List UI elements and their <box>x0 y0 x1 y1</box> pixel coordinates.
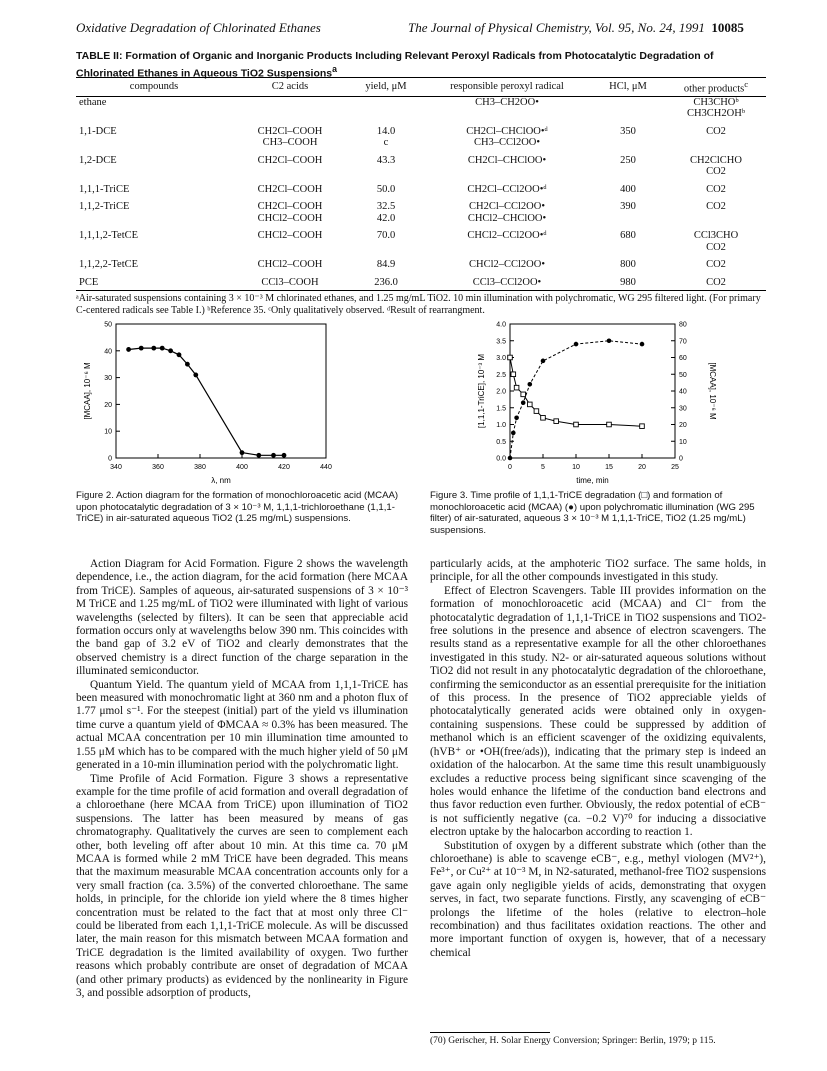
x-tick-label: 5 <box>541 464 545 471</box>
figure-2-caption: Figure 2. Action diagram for the formation of monochloroacetic acid (MCAA) upon photocatalytic degradation of 3 × 10⁻³ M, 1,1,1-trichloroethane (1,1,1-TriCE) in air-saturated aqueous TiO2 (1.25 mg/mL) suspensions. <box>76 490 399 524</box>
left-column <box>76 558 408 1000</box>
cell-line: CO2 <box>706 183 726 195</box>
cell-other <box>666 178 766 196</box>
cell-acids <box>232 224 348 253</box>
x-tick-label: 440 <box>320 464 332 471</box>
cell-line: 14.0 <box>376 125 396 137</box>
y-axis-label: [MCAA], 10⁻⁶ M <box>83 362 92 420</box>
data-point <box>271 453 276 458</box>
mcaa-curve <box>510 341 642 458</box>
x-tick-label: 420 <box>278 464 290 471</box>
cell-radical <box>424 271 590 291</box>
cell-hcl: 350 <box>620 125 636 137</box>
cell-other <box>666 224 766 253</box>
cell-line: CH2Cl–COOH <box>257 154 323 166</box>
trice-point <box>514 385 519 390</box>
cell-radical <box>424 96 590 120</box>
y-tick-label: 10 <box>104 428 112 436</box>
mcaa-point <box>607 338 612 343</box>
cell-hcl <box>590 96 666 120</box>
table-row <box>76 224 766 253</box>
mcaa-point <box>521 400 526 405</box>
cell-hcl: 390 <box>620 201 636 212</box>
running-head-journal: The Journal of Physical Chemistry, Vol. 95, No. 24, 1991 10085 <box>408 20 744 35</box>
cell-line: CO2 <box>706 276 726 288</box>
x-tick-label: 15 <box>605 464 613 471</box>
trice-point <box>534 409 539 414</box>
cell-line: CCl3–COOH <box>261 276 319 288</box>
cell-compound: ethane <box>79 96 107 108</box>
y-right-tick-label: 40 <box>679 388 687 396</box>
cell-line: CO2 <box>706 259 726 270</box>
y-tick-label: 0 <box>108 455 112 463</box>
table-row <box>76 178 766 196</box>
cell-acids <box>232 271 348 291</box>
y-right-tick-label: 20 <box>679 422 687 429</box>
cell-line: CO2 <box>706 125 726 137</box>
cell-line: CHCl2–CCl2OO• <box>468 259 546 270</box>
cell-line: 50.0 <box>376 183 396 195</box>
y-right-tick-label: 30 <box>679 405 687 413</box>
y-left-tick-label: 0.0 <box>496 455 506 463</box>
y-right-tick-label: 70 <box>679 338 687 346</box>
cell-other <box>666 120 766 149</box>
reference-70: (70) Gerischer, H. Solar Energy Conversion; Springer: Berlin, 1979; p 115. <box>430 1036 716 1046</box>
cell-other <box>666 271 766 291</box>
cell-other <box>666 149 766 178</box>
y-tick-label: 20 <box>104 401 112 409</box>
y-right-axis-label: [MCAA], 10⁻⁶ M <box>708 362 717 420</box>
x-tick-label: 360 <box>152 464 164 471</box>
cell-yield <box>348 253 424 271</box>
figure-2-chart <box>76 318 376 488</box>
table-row <box>76 120 766 149</box>
table-row <box>76 96 766 120</box>
cell-line: 42.0 <box>376 212 396 224</box>
x-tick-label: 380 <box>194 464 206 471</box>
cell-yield <box>348 224 424 253</box>
table-row <box>76 253 766 271</box>
cell-compound: PCE <box>76 271 232 291</box>
cell-line: CHCl2–COOH <box>257 259 323 270</box>
y-left-tick-label: 0.5 <box>496 438 506 446</box>
data-point <box>151 346 156 351</box>
trice-point <box>528 402 533 407</box>
trice-point <box>541 416 546 421</box>
cell-acids <box>232 178 348 196</box>
y-left-tick-label: 3.5 <box>496 338 506 346</box>
cell-compound: 1,1,1-TriCE <box>79 183 130 195</box>
paragraph: Quantum Yield. The quantum yield of MCAA from 1,1,1-TriCE has been measured with monochromatic light at 360 nm and a photon flux of 1.77 μmol s⁻¹. For the steepest (initial) part of the yield vs illumination time curve a quantum yield of ΦMCAA ≈ 0.3% has been measured. The actual MCAA concentration per 10 min illumination time amounted to 1.55 μM which has to be compared with the much higher yield of 50 μM generated in a 10-min illumination period with the polychromatic light. <box>76 678 408 772</box>
y-tick-label: 40 <box>104 348 112 356</box>
reference-rule <box>430 1032 550 1033</box>
cell-acids <box>232 96 348 120</box>
cell-compound: 1,1,2,2-TetCE <box>79 259 139 270</box>
x-tick-label: 400 <box>236 464 248 471</box>
cell-line: CH2Cl–CHClOO• <box>467 154 547 166</box>
data-point <box>126 347 131 352</box>
cell-line: CO2 <box>706 166 726 177</box>
y-right-tick-label: 0 <box>679 455 683 463</box>
cell-line: CH3–COOH <box>262 137 318 148</box>
cell-line: 43.3 <box>376 154 396 166</box>
data-point <box>256 453 261 458</box>
trice-point <box>521 392 526 397</box>
col-radical: responsible peroxyl radical <box>424 78 590 97</box>
mcaa-point <box>640 342 645 347</box>
trice-curve <box>510 358 642 427</box>
right-column <box>430 558 766 960</box>
plot-frame <box>510 324 675 458</box>
cell-acids <box>232 120 348 149</box>
data-point <box>160 346 165 351</box>
mcaa-point <box>574 342 579 347</box>
cell-hcl: 400 <box>620 183 636 195</box>
cell-yield <box>348 271 424 291</box>
cell-yield <box>348 195 424 224</box>
cell-radical <box>424 178 590 196</box>
cell-compound: 1,1,2-TriCE <box>79 201 130 212</box>
y-tick-label: 30 <box>104 375 112 383</box>
paragraph: Action Diagram for Acid Formation. Figure 2 shows the wavelength dependence, i.e., the action diagram, for the acid formation (here MCAA from TriCE). Samples of aqueous, air-saturated suspensions of 3 × 10⁻³ M TriCE and 1.25 mg/mL of TiO2 were illuminated with light of various wavelengths (selected by filters). It can be seen that appreciable acid formation occurs only at wavelengths below 390 nm. This coincides with the band gap of 3.2 eV of TiO2 and clearly demonstrates that the observed chemistry is a direct function of the charge separation in the illuminated semiconductor. <box>76 558 408 678</box>
y-tick-label: 50 <box>104 321 112 329</box>
cell-hcl: 800 <box>620 259 636 270</box>
x-axis-label: λ, nm <box>211 476 231 485</box>
cell-line: 70.0 <box>376 230 396 241</box>
y-right-tick-label: 80 <box>679 321 687 329</box>
x-tick-label: 0 <box>508 464 512 471</box>
y-left-tick-label: 1.0 <box>496 422 506 429</box>
cell-radical <box>424 224 590 253</box>
col-compounds: compounds <box>76 78 232 97</box>
data-point <box>168 348 173 353</box>
cell-line: CHCl2–COOH <box>257 230 323 241</box>
trice-point <box>640 424 645 429</box>
cell-line: CH2Cl–COOH <box>257 183 323 195</box>
y-left-tick-label: 4.0 <box>496 321 506 329</box>
data-point <box>240 450 245 455</box>
trice-point <box>554 419 559 424</box>
cell-line: 84.9 <box>376 259 396 270</box>
x-tick-label: 340 <box>110 464 122 471</box>
cell-line: CH3–CCl2OO• <box>473 137 541 148</box>
table-header-row <box>76 78 766 97</box>
y-left-axis-label: [1,1,1-TriCE], 10⁻³ M <box>477 353 486 429</box>
trice-point <box>508 355 513 360</box>
table-row <box>76 149 766 178</box>
paragraph: Effect of Electron Scavengers. Table III provides information on the formation of monochloroacetic acid (MCAA) and Cl⁻ from the photocatalytic degradation of 1,1,1-TriCE in TiO2 suspensions and TiO2-free solutions in the presence and absence of electron scavengers. The results stand as a representative example for all the other chloroethanes investigated in this study. N2- or air-saturated aqueous solutions without TiO2 did not result in any photocatalytic degradation of the chloroethane, confirming the semiconductor as an essential prerequisite for the initiation of this process. In the presence of TiO2 appreciable yields of photocatalytically generated acids were obtained only in oxygen-containing suspensions. These could be suppressed by addition of methanol which is an efficient scavenger of the oxidizing equivalents, (hVB⁺ or •OH(free/ads)), indicating that the primary step is indeed an oxidation of the halocarbon. At the same time this result unambiguously excludes a reductive process being significant since scavenging of the holes would enhance the lifetime of the conduction band electrons and thus favor reduction even further. Obviously, the redox potential of eCB⁻ is not sufficiently negative (ca. −0.2 V)⁷⁰ for inducing a dissociative electron uptake by the halocarbon according to reaction 1. <box>430 584 766 839</box>
cell-line: 32.5 <box>376 201 396 212</box>
cell-line: CO2 <box>706 201 726 212</box>
cell-line: CH2Cl–CCl2OO• <box>468 201 546 212</box>
cell-radical <box>424 120 590 149</box>
cell-acids <box>232 149 348 178</box>
paragraph: Substitution of oxygen by a different substrate which (other than the chloroethane) is able to scavenge eCB⁻, e.g., methyl viologen (MV²⁺), Fe³⁺, or Cu²⁺ at 10⁻³ M, in N2-saturated, methanol-free TiO2 suspensions gave again only negligible yields of acids, demonstrating that oxygen serves, in fact, two separate functions. Firstly, any scavenging of eCB⁻ prolongs the lifetime of the holes (relative to electron–hole recombination) and thus facilitates oxidation reactions. The other and more important function of oxygen is, however, that of a necessary chemical <box>430 839 766 959</box>
cell-compound: 1,2-DCE <box>79 154 117 166</box>
paragraph: Time Profile of Acid Formation. Figure 3 shows a representative example for the time profile of acid formation and overall degradation of a chloroethane (here MCAA from TriCE) upon illumination of TiO2 suspensions. The latter has been measured by means of gas chromatography. Qualitatively the curves are seen to complement each other, both leveling off after about 10 min. At this time ca. 70 μM MCAA is formed while 2 mM TriCE have been degraded. This means that the maximum measurable MCAA concentration accounts only for a very small fraction (ca. 3.5%) of the converted chloroethane. The same holds, in principle, for the chloride ion yield where the 8 times higher concentration must be related to the fact that at most only three Cl⁻ could be liberated from each 1,1,1-TriCE molecule. As will be discussed later, the main reason for this mismatch between MCAA formation and TriCE degradation is the limited availability of oxygen. Two further reasons which probably contribute are onset of degradation of MCAA (and other primary products) as evidenced by the nonlinearity in Figure 3, and possible adsorption of products, <box>76 772 408 999</box>
cell-line: CHCl2–CCl2OO•ᵈ <box>467 230 547 241</box>
cell-radical <box>424 195 590 224</box>
cell-line: CH3CHOᵇ <box>693 96 739 108</box>
cell-acids <box>232 195 348 224</box>
cell-line: CCl3CHO <box>693 230 739 241</box>
cell-line: CH3CH2OHᵇ <box>686 108 746 119</box>
data-point <box>282 453 287 458</box>
data-point <box>185 362 190 367</box>
cell-line: CHCl2–COOH <box>257 212 323 224</box>
mcaa-point <box>511 431 516 436</box>
cell-compound: 1,1,1,2-TetCE <box>79 230 139 241</box>
figure-3-caption: Figure 3. Time profile of 1,1,1-TriCE degradation (□) and formation of monochloroacetic acid (MCAA) (●) upon polychromatic illumination (WG 295 filter) of air-saturated, aqueous 3 × 10⁻³ M 1,1,1-TriCE, TiO2 (1.25 mg/mL) suspensions. <box>430 490 755 536</box>
cell-hcl: 250 <box>620 154 636 166</box>
cell-acids <box>232 253 348 271</box>
cell-line: CH2Cl–CHClOO•ᵈ <box>466 125 548 137</box>
running-head-left: Oxidative Degradation of Chlorinated Ethanes <box>76 20 321 35</box>
col-acids: C2 acids <box>232 78 348 97</box>
cell-yield <box>348 120 424 149</box>
cell-line: CH2Cl–COOH <box>257 201 323 212</box>
trice-point <box>574 422 579 427</box>
y-right-tick-label: 10 <box>679 438 687 446</box>
y-right-tick-label: 50 <box>679 371 687 379</box>
data-point <box>177 352 182 357</box>
cell-other <box>666 96 766 120</box>
y-left-tick-label: 1.5 <box>496 405 506 413</box>
mcaa-point <box>508 456 513 461</box>
cell-hcl: 680 <box>620 230 636 241</box>
cell-line: CCl3–CCl2OO• <box>472 276 542 288</box>
cell-yield <box>348 96 424 120</box>
x-tick-label: 10 <box>572 464 580 471</box>
cell-compound: 1,1-DCE <box>79 125 117 137</box>
cell-radical <box>424 253 590 271</box>
cell-line: CH2ClCHO <box>690 154 742 166</box>
col-other: other products$^c$ <box>666 78 766 97</box>
mcaa-curve <box>129 348 284 455</box>
trice-point <box>511 372 516 377</box>
x-tick-label: 25 <box>671 464 679 471</box>
cell-line: 236.0 <box>374 276 398 288</box>
mcaa-point <box>541 359 546 364</box>
cell-other <box>666 195 766 224</box>
col-yield: yield, μM <box>348 78 424 97</box>
y-left-tick-label: 3.0 <box>496 355 506 362</box>
cell-hcl: 980 <box>590 271 666 291</box>
cell-line: CH2Cl–CCl2OO•ᵈ <box>467 183 547 195</box>
cell-line: CO2 <box>706 241 726 253</box>
cell-line: CH2Cl–COOH <box>257 125 323 137</box>
table-row <box>76 271 766 291</box>
cell-yield <box>348 178 424 196</box>
figure-3-chart <box>470 318 730 488</box>
table-footnote: ᵃAir-saturated suspensions containing 3 × 10⁻³ M chlorinated ethanes, and 1.25 mg/mL TiO2. 10 min illumination with polychromatic, WG 295 filtered light. (For primary C-centered radicals see Table I.) ᵇReference 35. ᶜOnly qualitatively observed. ᵈResult of rearrangment. <box>76 293 761 316</box>
paragraph: particularly acids, at the amphoteric TiO2 surface. The same holds, in principle, for all the other compounds investigated in this study. <box>430 558 766 584</box>
table-title: TABLE II: Formation of Organic and Inorganic Products Including Relevant Peroxyl Radicals from Photocatalytic Degradation of Chlorinated Ethanes in Aqueous TiO2 Suspensions$^a$ <box>76 50 714 80</box>
mcaa-point <box>528 382 533 387</box>
data-point <box>193 373 198 378</box>
data-point <box>139 346 144 351</box>
plot-frame <box>116 324 326 458</box>
cell-line: c <box>383 137 389 148</box>
cell-radical <box>424 149 590 178</box>
cell-line: CH3–CH2OO• <box>475 96 539 108</box>
cell-line: CHCl2–CHClOO• <box>467 212 547 224</box>
y-left-tick-label: 2.5 <box>496 371 506 379</box>
y-left-tick-label: 2.0 <box>496 388 506 396</box>
table-row <box>76 195 766 224</box>
y-right-tick-label: 60 <box>679 355 687 362</box>
mcaa-point <box>514 416 519 421</box>
cell-other <box>666 253 766 271</box>
x-tick-label: 20 <box>638 464 646 471</box>
trice-point <box>607 422 612 427</box>
cell-yield <box>348 149 424 178</box>
col-hcl: HCl, μM <box>590 78 666 97</box>
page-number: 10085 <box>711 20 744 35</box>
table-products <box>76 77 766 291</box>
x-axis-label: time, min <box>576 476 609 485</box>
